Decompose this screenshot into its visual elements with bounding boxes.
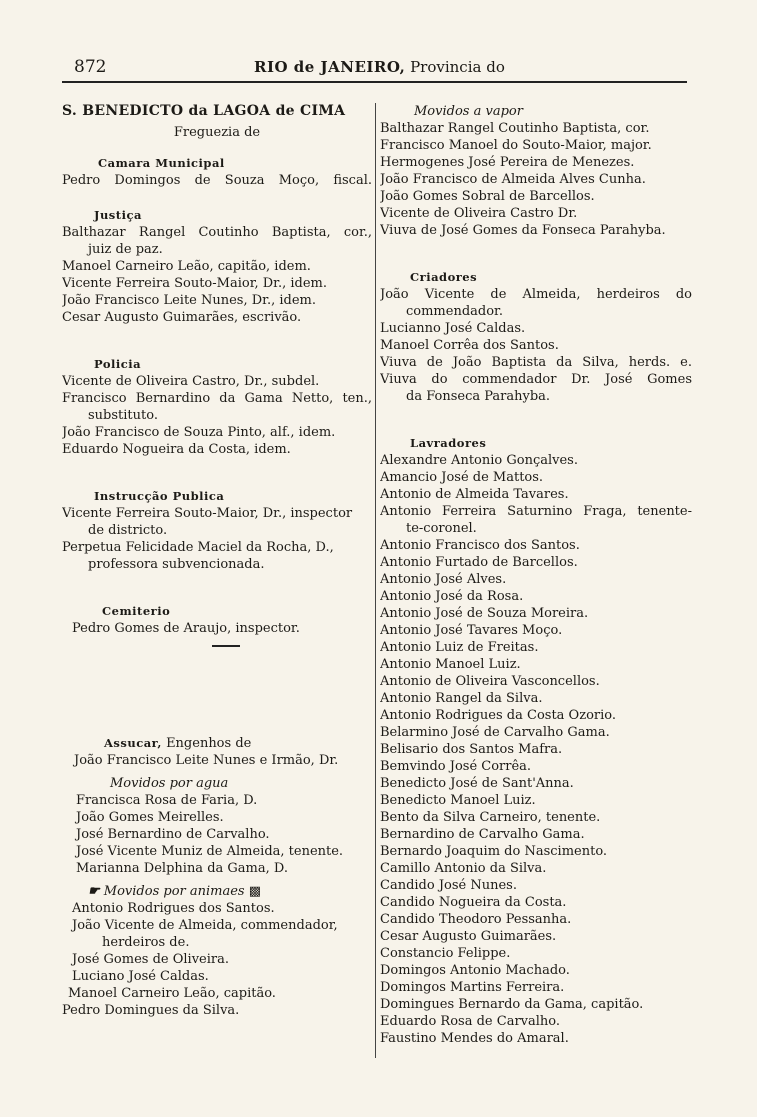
camara-heading: Camara Municipal — [98, 156, 225, 170]
vapor-entry: Vicente de Oliveira Castro Dr. — [380, 206, 578, 221]
lavradores-entry: Benedicto Manoel Luiz. — [380, 793, 536, 808]
vapor-entry: João Francisco de Almeida Alves Cunha. — [380, 172, 646, 187]
left-column — [62, 103, 372, 1019]
lavradores-entry: Antonio Francisco dos Santos. — [380, 538, 580, 553]
assucar-entry: João Francisco Leite Nunes e Irmão, Dr. — [74, 753, 339, 768]
criadores-entry: Viuva do commendador Dr. José Gomes — [380, 372, 692, 387]
vapor-entry: Viuva de José Gomes da Fonseca Parahyba. — [380, 223, 666, 238]
lavradores-entry: Antonio de Oliveira Vasconcellos. — [380, 674, 600, 689]
camara-entry: Pedro Domingos de Souza Moço, fiscal. — [62, 173, 372, 188]
parish-title: S. BENEDICTO da LAGOA de CIMA — [62, 103, 346, 119]
vapor-heading: Movidos a vapor — [414, 104, 523, 119]
lavradores-entry: Antonio Rangel da Silva. — [380, 691, 543, 706]
agua-entry: Marianna Delphina da Gama, D. — [76, 861, 288, 876]
lavradores-entry: Domingues Bernardo da Gama, capitão. — [380, 997, 644, 1012]
vapor-entry: João Gomes Sobral de Barcellos. — [380, 189, 595, 204]
lavradores-entry: Antonio José de Souza Moreira. — [380, 606, 589, 621]
instrucao-entry: Perpetua Felicidade Maciel da Rocha, D., — [62, 540, 334, 555]
lavradores-entry: Antonio Luiz de Freitas. — [380, 640, 539, 655]
instrucao-entry: professora subvencionada. — [88, 557, 265, 572]
policia-entry: Eduardo Nogueira da Costa, idem. — [62, 442, 291, 457]
policia-entry: João Francisco de Souza Pinto, alf., idem. — [62, 425, 336, 440]
lavradores-entry: Alexandre Antonio Gonçalves. — [380, 453, 578, 468]
column-divider — [375, 103, 376, 1058]
lavradores-entry: Belarmino José de Carvalho Gama. — [380, 725, 610, 740]
lavradores-entry: Constancio Felippe. — [380, 946, 511, 961]
lavradores-entry: Candido Theodoro Pessanha. — [380, 912, 572, 927]
lavradores-entry: Amancio José de Mattos. — [380, 470, 544, 485]
instrucao-entry: Vicente Ferreira Souto-Maior, Dr., inspector — [62, 506, 353, 521]
animaes-heading-line — [62, 883, 372, 900]
lavradores-entry: Antonio de Almeida Tavares. — [380, 487, 569, 502]
lavradores-entry: Antonio José Alves. — [380, 572, 507, 587]
lavradores-entry: Antonio José Tavares Moço. — [380, 623, 563, 638]
ornament-glyph-icon: ▩ — [248, 884, 262, 899]
animaes-entry: Manoel Carneiro Leão, capitão. — [68, 986, 276, 1001]
lavradores-entry: Bernardino de Carvalho Gama. — [380, 827, 585, 842]
lavradores-entry: Domingos Antonio Machado. — [380, 963, 570, 978]
criadores-entry: João Vicente de Almeida, herdeiros do — [380, 287, 692, 302]
justica-entry: Balthazar Rangel Coutinho Baptista, cor., — [62, 225, 372, 240]
vapor-entry: Francisco Manoel do Souto-Maior, major. — [380, 138, 652, 153]
justica-entry: juiz de paz. — [88, 242, 163, 257]
running-title: RIO de JANEIRO, — [254, 58, 406, 76]
lavradores-entry: Bemvindo José Corrêa. — [380, 759, 532, 774]
lavradores-entry: Benedicto José de Sant'Anna. — [380, 776, 574, 791]
lavradores-entry: te-coronel. — [406, 521, 477, 536]
lavradores-entry: Bento da Silva Carneiro, tenente. — [380, 810, 601, 825]
lavradores-entry: Cesar Augusto Guimarães. — [380, 929, 557, 944]
animaes-entry: herdeiros de. — [102, 935, 190, 950]
lavradores-entry: Antonio Furtado de Barcellos. — [380, 555, 578, 570]
justica-heading: Justiça — [94, 208, 142, 222]
policia-entry: substituto. — [88, 408, 158, 423]
page-header — [62, 55, 687, 83]
justica-entry: João Francisco Leite Nunes, Dr., idem. — [62, 293, 316, 308]
animaes-entry: Luciano José Caldas. — [72, 969, 209, 984]
justica-entry: Vicente Ferreira Souto-Maior, Dr., idem. — [62, 276, 327, 291]
page-number: 872 — [74, 57, 107, 77]
running-head — [254, 58, 505, 76]
pointer-glyph-icon: ☛ — [88, 884, 100, 899]
lavradores-entry: Domingos Martins Ferreira. — [380, 980, 565, 995]
agua-entry: José Bernardino de Carvalho. — [76, 827, 270, 842]
lavradores-heading: Lavradores — [410, 436, 487, 450]
lavradores-entry: Eduardo Rosa de Carvalho. — [380, 1014, 561, 1029]
cemiterio-entry: Pedro Gomes de Araujo, inspector. — [72, 621, 300, 636]
lavradores-entry: Candido José Nunes. — [380, 878, 517, 893]
animaes-entry: Pedro Domingues da Silva. — [62, 1003, 240, 1018]
agua-heading: Movidos por agua — [110, 776, 229, 791]
section-rule — [212, 645, 240, 647]
vapor-entry: Balthazar Rangel Coutinho Baptista, cor. — [380, 121, 650, 136]
agua-entry: João Gomes Meirelles. — [76, 810, 224, 825]
parish-subtitle: Freguezia de — [173, 125, 261, 140]
lavradores-entry: Antonio Rodrigues da Costa Ozorio. — [380, 708, 616, 723]
assucar-heading-line — [62, 735, 372, 752]
criadores-entry: Lucianno José Caldas. — [380, 321, 526, 336]
lavradores-entry: Antonio José da Rosa. — [380, 589, 524, 604]
lavradores-entry: Antonio Ferreira Saturnino Fraga, tenente- — [380, 504, 692, 519]
animaes-entry: José Gomes de Oliveira. — [72, 952, 229, 967]
criadores-entry: da Fonseca Parahyba. — [406, 389, 551, 404]
animaes-entry: Antonio Rodrigues dos Santos. — [72, 901, 275, 916]
lavradores-entry: Antonio Manoel Luiz. — [380, 657, 521, 672]
instrucao-heading: Instrucção Publica — [94, 489, 225, 503]
animaes-entry: João Vicente de Almeida, commendador, — [72, 918, 338, 933]
assucar-heading: Assucar, — [104, 736, 162, 750]
lavradores-entry: Camillo Antonio da Silva. — [380, 861, 547, 876]
right-column — [380, 103, 692, 1047]
assucar-subtitle: Engenhos de — [166, 736, 252, 751]
policia-entry: Francisco Bernardino da Gama Netto, ten., — [62, 391, 372, 406]
criadores-entry: commendador. — [406, 304, 503, 319]
agua-entry: José Vicente Muniz de Almeida, tenente. — [76, 844, 344, 859]
animaes-heading: Movidos por animaes — [103, 884, 245, 899]
justica-entry: Cesar Augusto Guimarães, escrivão. — [62, 310, 302, 325]
criadores-heading: Criadores — [410, 270, 478, 284]
lavradores-entry: Candido Nogueira da Costa. — [380, 895, 567, 910]
justica-entry: Manoel Carneiro Leão, capitão, idem. — [62, 259, 311, 274]
cemiterio-heading: Cemiterio — [102, 604, 171, 618]
lavradores-entry: Bernardo Joaquim do Nascimento. — [380, 844, 608, 859]
running-subtitle: Provincia do — [410, 58, 505, 76]
instrucao-entry: de districto. — [88, 523, 168, 538]
vapor-entry: Hermogenes José Pereira de Menezes. — [380, 155, 635, 170]
lavradores-entry: Faustino Mendes do Amaral. — [380, 1031, 569, 1046]
policia-entry: Vicente de Oliveira Castro, Dr., subdel. — [62, 374, 320, 389]
policia-heading: Policia — [94, 357, 142, 371]
lavradores-entry: Belisario dos Santos Mafra. — [380, 742, 563, 757]
criadores-entry: Manoel Corrêa dos Santos. — [380, 338, 559, 353]
agua-entry: Francisca Rosa de Faria, D. — [76, 793, 258, 808]
criadores-entry: Viuva de João Baptista da Silva, herds. e. — [380, 355, 692, 370]
